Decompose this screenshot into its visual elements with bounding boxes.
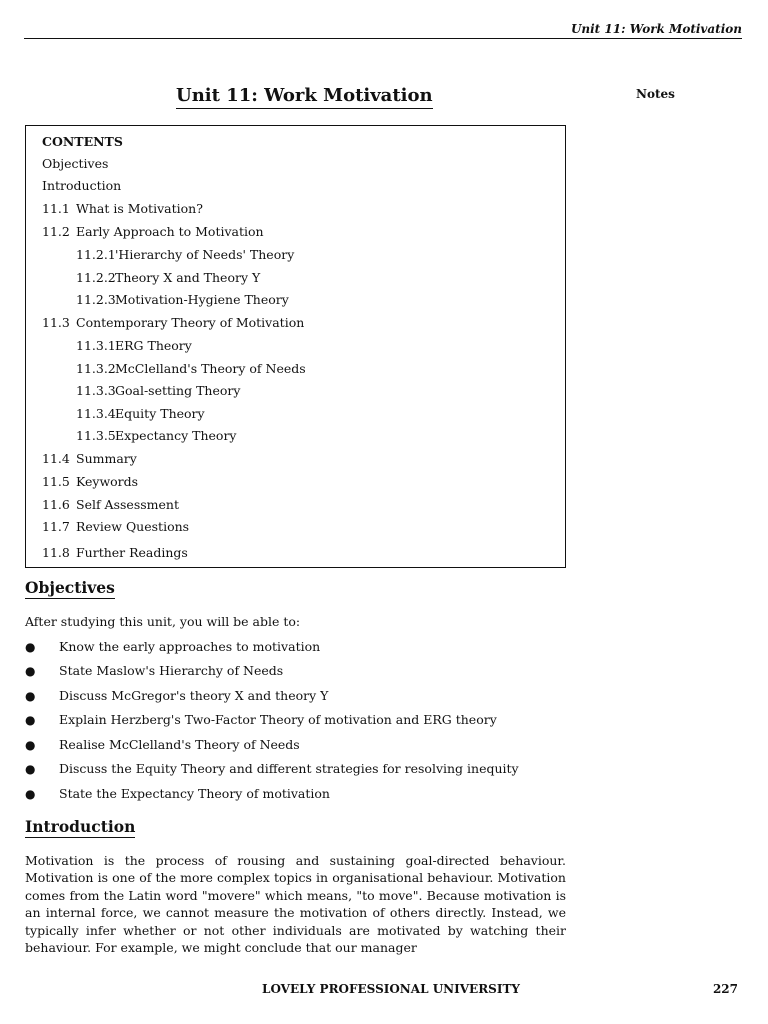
toc-item [76, 383, 240, 398]
toc-item [42, 451, 137, 466]
toc-item-number: 11.3.3 [76, 383, 116, 398]
bullet-icon: ● [25, 640, 36, 654]
bullet-icon: ● [25, 689, 36, 703]
running-header: Unit 11: Work Motivation [570, 22, 742, 36]
page-title: Unit 11: Work Motivation [176, 85, 433, 109]
toc-item-text: Summary [76, 451, 137, 466]
objectives-intro: After studying this unit, you will be able to: [25, 614, 301, 629]
toc-item [42, 156, 108, 171]
toc-item-text: Equity Theory [115, 406, 205, 421]
toc-item [76, 406, 205, 421]
toc-item-text: Goal-setting Theory [115, 383, 241, 398]
toc-item [76, 247, 294, 262]
toc-item-text: Objectives [42, 156, 109, 171]
toc-item-text: Contemporary Theory of Motivation [76, 315, 305, 330]
toc-item-number: 11.7 [42, 519, 70, 534]
toc-item-text: What is Motivation? [76, 201, 203, 216]
objective-item: State the Expectancy Theory of motivation [59, 786, 330, 801]
toc-item-text: Self Assessment [76, 497, 179, 512]
toc-item [42, 519, 189, 534]
page-number: 227 [712, 982, 738, 996]
toc-item [76, 428, 236, 443]
objective-item: Realise McClelland's Theory of Needs [59, 737, 300, 752]
objective-item: Know the early approaches to motivation [59, 639, 321, 654]
toc-item-number: 11.3.1 [76, 338, 116, 353]
toc-item-number: 11.3 [42, 315, 70, 330]
toc-item-text: Review Questions [76, 519, 190, 534]
objective-item: Explain Herzberg's Two-Factor Theory of motivation and ERG theory [59, 712, 497, 727]
toc-item-text: Keywords [76, 474, 139, 489]
objective-item: Discuss the Equity Theory and different strategies for resolving inequity [59, 761, 519, 776]
toc-item-number: 11.4 [42, 451, 70, 466]
toc-item-number: 11.3.4 [76, 406, 116, 421]
toc-item-text: Theory X and Theory Y [115, 270, 261, 285]
toc-item-text: Motivation-Hygiene Theory [115, 292, 289, 307]
toc-item-number: 11.5 [42, 474, 70, 489]
toc-item-text: Introduction [42, 178, 122, 193]
toc-item-number: 11.1 [42, 201, 70, 216]
toc-item [42, 178, 121, 193]
introduction-heading: Introduction [25, 817, 136, 836]
contents-heading: CONTENTS [42, 134, 123, 149]
toc-item [76, 361, 306, 376]
bullet-icon: ● [25, 762, 36, 776]
footer-university: LOVELY PROFESSIONAL UNIVERSITY [262, 982, 520, 996]
bullet-icon: ● [25, 713, 36, 727]
toc-item-text: 'Hierarchy of Needs' Theory [115, 247, 295, 262]
toc-item [42, 315, 304, 330]
objectives-heading: Objectives [25, 578, 115, 597]
toc-item [42, 474, 138, 489]
bullet-icon: ● [25, 787, 36, 801]
toc-item-text: Expectancy Theory [115, 428, 237, 443]
toc-item-number: 11.6 [42, 497, 70, 512]
objective-item: Discuss McGregor's theory X and theory Y [59, 688, 329, 703]
contents-box [25, 125, 566, 568]
toc-item [42, 497, 179, 512]
toc-item-number: 11.8 [42, 545, 70, 560]
toc-item [42, 545, 188, 560]
toc-item-text: Further Readings [76, 545, 188, 560]
toc-item [42, 224, 264, 239]
toc-item-text: McClelland's Theory of Needs [115, 361, 306, 376]
toc-item [42, 201, 203, 216]
margin-note: Notes [636, 87, 675, 101]
toc-item-number: 11.2.3 [76, 292, 116, 307]
toc-item [76, 270, 260, 285]
toc-item [76, 338, 192, 353]
introduction-paragraph: Motivation is the process of rousing and sustaining goal-directed behaviour. Motivation is one of the more complex topics in organisational behaviour. Motivation comes from the Latin word "movere" which means, "to move". Because motivation is an internal force, we cannot measure the motivation of others directly. Instead, we typically infer whether or not other individuals are motivated by watching their behaviour. For example, we might conclude that our manager [25, 853, 566, 956]
bullet-icon: ● [25, 664, 36, 678]
toc-item-number: 11.3.2 [76, 361, 116, 376]
toc-item-number: 11.2 [42, 224, 70, 239]
toc-item [76, 292, 289, 307]
header-rule [24, 38, 742, 39]
toc-item-text: Early Approach to Motivation [76, 224, 264, 239]
bullet-icon: ● [25, 738, 36, 752]
toc-item-text: ERG Theory [115, 338, 192, 353]
toc-item-number: 11.2.1 [76, 247, 116, 262]
toc-item-number: 11.2.2 [76, 270, 116, 285]
toc-item-number: 11.3.5 [76, 428, 116, 443]
objective-item: State Maslow's Hierarchy of Needs [59, 663, 284, 678]
